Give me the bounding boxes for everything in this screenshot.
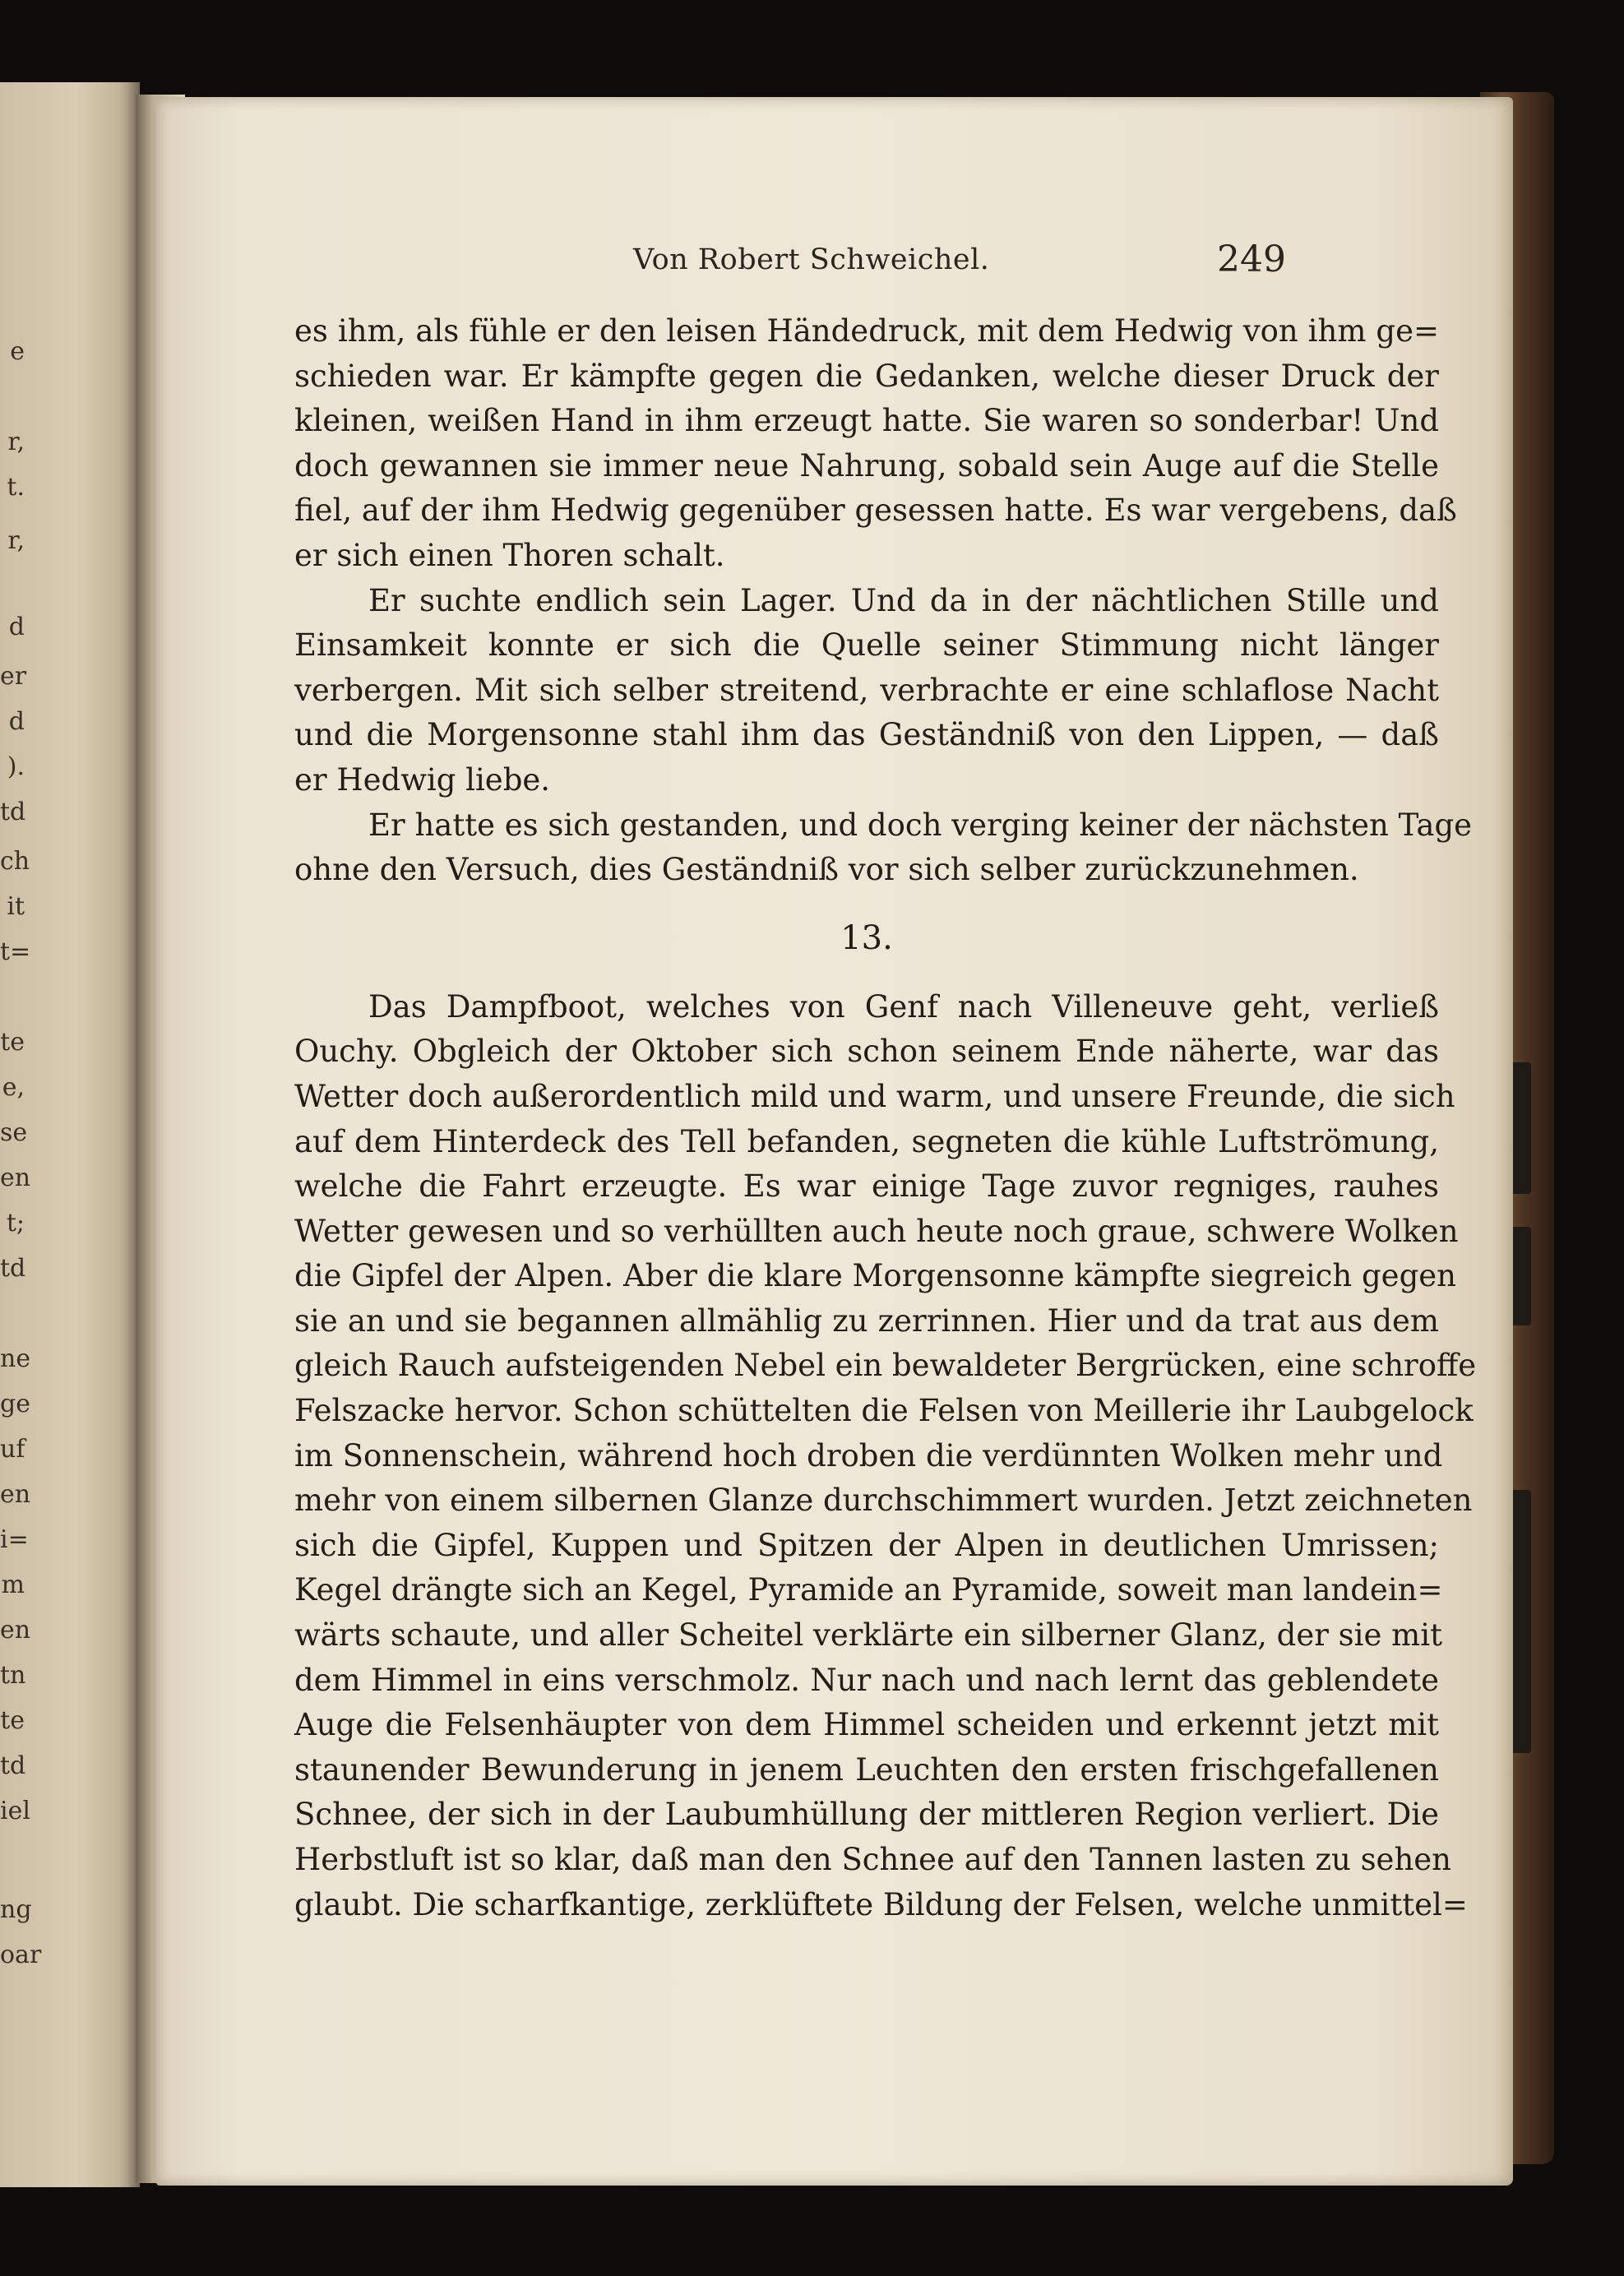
text-line: ohne den Versuch, dies Geständniß vor sich selber zurückzunehmen.: [294, 852, 1359, 888]
text-line: mehr von einem silbernen Glanze durchschimmert wurden. Jetzt zeichneten: [294, 1483, 1473, 1519]
text-line: Er suchte endlich sein Lager. Und da in der nächtlichen Stille und: [368, 582, 1439, 618]
facing-page-fragment: t.: [7, 473, 25, 502]
facing-page-fragment: td: [0, 798, 26, 826]
page-header: [156, 238, 1513, 293]
facing-page-fragment: td: [0, 1254, 26, 1283]
text-line: Kegel drängte sich an Kegel, Pyramide an Pyramide, soweit man landein=: [294, 1572, 1443, 1608]
text-line: glaubt. Die scharfkantige, zerklüftete Bildung der Felsen, welche unmittel=: [294, 1886, 1468, 1922]
facing-page-fragment: se: [0, 1118, 28, 1147]
facing-page-fragment: oar: [0, 1941, 42, 1969]
book-page: [156, 97, 1513, 2186]
text-line: die Gipfel der Alpen. Aber die klare Morgensonne kämpfte siegreich gegen: [294, 1258, 1456, 1294]
text-line: er sich einen Thoren schalt.: [294, 537, 725, 573]
facing-page-fragment: er: [0, 662, 27, 691]
text-line: staunender Bewunderung in jenem Leuchten den ersten frischgefallenen: [294, 1751, 1439, 1788]
text-line: verbergen. Mit sich selber streitend, verbrachte er eine schlaflose Nacht: [294, 672, 1439, 708]
text-line: Ouchy. Obgleich der Oktober sich schon seinem Ende näherte, war das: [294, 1034, 1439, 1070]
facing-page-fragment: e: [10, 337, 25, 366]
text-line: und die Morgensonne stahl ihm das Geständniß von den Lippen, — daß: [294, 717, 1439, 753]
facing-page-fragment: r,: [7, 526, 25, 555]
facing-page-fragment: i=: [0, 1525, 29, 1554]
text-line: er Hedwig liebe.: [294, 761, 551, 798]
facing-page-fragment: ).: [7, 752, 25, 781]
paragraph: [294, 803, 1473, 893]
facing-page-fragment: d: [8, 613, 25, 641]
chapter-number: 13.: [840, 918, 893, 957]
facing-page-fragment: ng: [0, 1895, 32, 1924]
facing-page-fragment: en: [0, 1163, 31, 1192]
paragraph: [294, 309, 1457, 579]
text-line: Schnee, der sich in der Laubumhüllung der mittleren Region verliert. Die: [294, 1797, 1439, 1833]
text-line: schieden war. Er kämpfte gegen die Gedanken, welche dieser Druck der: [294, 358, 1439, 394]
text-line: Das Dampfboot, welches von Genf nach Villeneuve geht, verließ: [368, 988, 1439, 1025]
facing-page-fragment: r,: [7, 428, 25, 456]
text-line: Felszacke hervor. Schon schüttelten die Felsen von Meillerie ihr Laubgelock: [294, 1393, 1474, 1429]
facing-page-fragment: m: [1, 1571, 25, 1599]
facing-page-fragment: ne: [0, 1344, 31, 1373]
facing-page-fragment: ge: [0, 1390, 30, 1418]
text-line: Auge die Felsenhäupter von dem Himmel scheiden und erkennt jetzt mit: [294, 1707, 1439, 1743]
facing-page-fragment: en: [0, 1616, 31, 1645]
facing-page-fragment: ch: [0, 847, 30, 876]
text-line: Wetter doch außerordentlich mild und warm, und unsere Freunde, die sich: [294, 1078, 1455, 1114]
facing-page-fragment: it: [7, 892, 25, 921]
facing-page-fragment: uf: [0, 1435, 25, 1464]
text-line: Wetter gewesen und so verhüllten auch heute noch graue, schwere Wolken: [294, 1213, 1459, 1249]
paragraph: [294, 579, 1439, 803]
text-line: gleich Rauch aufsteigenden Nebel ein bewaldeter Bergrücken, eine schroffe: [294, 1348, 1477, 1384]
text-line: es ihm, als fühle er den leisen Händedruck, mit dem Hedwig von ihm ge=: [294, 313, 1439, 349]
text-line: sich die Gipfel, Kuppen und Spitzen der Alpen in deutlichen Umrissen;: [294, 1527, 1439, 1563]
facing-page-fragment: t=: [0, 937, 31, 966]
text-line: Herbstluft ist so klar, daß man den Schnee auf den Tannen lasten zu sehen: [294, 1842, 1452, 1877]
body-text: [294, 309, 1477, 1927]
text-line: welche die Fahrt erzeugte. Es war einige Tage zuvor regniges, rauhes: [294, 1168, 1439, 1205]
facing-page-fragment: e,: [2, 1073, 25, 1102]
text-line: im Sonnenschein, während hoch droben die verdünnten Wolken mehr und: [294, 1437, 1443, 1473]
facing-page-fragment: iel: [0, 1797, 30, 1825]
text-line: Er hatte es sich gestanden, und doch verging keiner der nächsten Tage: [368, 807, 1473, 843]
facing-page-fragment: td: [0, 1751, 26, 1780]
text-line: Einsamkeit konnte er sich die Quelle seiner Stimmung nicht länger: [294, 627, 1439, 664]
text-line: sie an und sie begannen allmählig zu zerrinnen. Hier und da trat aus dem: [294, 1302, 1439, 1339]
text-line: dem Himmel in eins verschmolz. Nur nach und nach lernt das geblendete: [294, 1662, 1439, 1698]
running-head: Von Robert Schweichel.: [633, 243, 990, 276]
page-number: 249: [1217, 238, 1286, 280]
text-line: fiel, auf der ihm Hedwig gegenüber gesessen hatte. Es war vergebens, daß: [294, 493, 1457, 529]
facing-page-fragment: t;: [6, 1209, 25, 1237]
facing-page-fragment: tn: [0, 1661, 26, 1690]
text-line: wärts schaute, und aller Scheitel verklärte ein silberner Glanz, der sie mit: [294, 1617, 1442, 1654]
text-line: doch gewannen sie immer neue Nahrung, sobald sein Auge auf die Stelle: [294, 447, 1439, 483]
paragraph: [294, 985, 1477, 1927]
facing-page-fragment: d: [8, 707, 25, 736]
facing-page-fragment: te: [0, 1706, 25, 1735]
text-line: kleinen, weißen Hand in ihm erzeugt hatte. Sie waren so sonderbar! Und: [294, 403, 1439, 439]
facing-page-fragment: en: [0, 1480, 31, 1509]
facing-page-fragment: te: [0, 1028, 25, 1057]
text-line: auf dem Hinterdeck des Tell befanden, segneten die kühle Luftströmung,: [294, 1123, 1439, 1159]
